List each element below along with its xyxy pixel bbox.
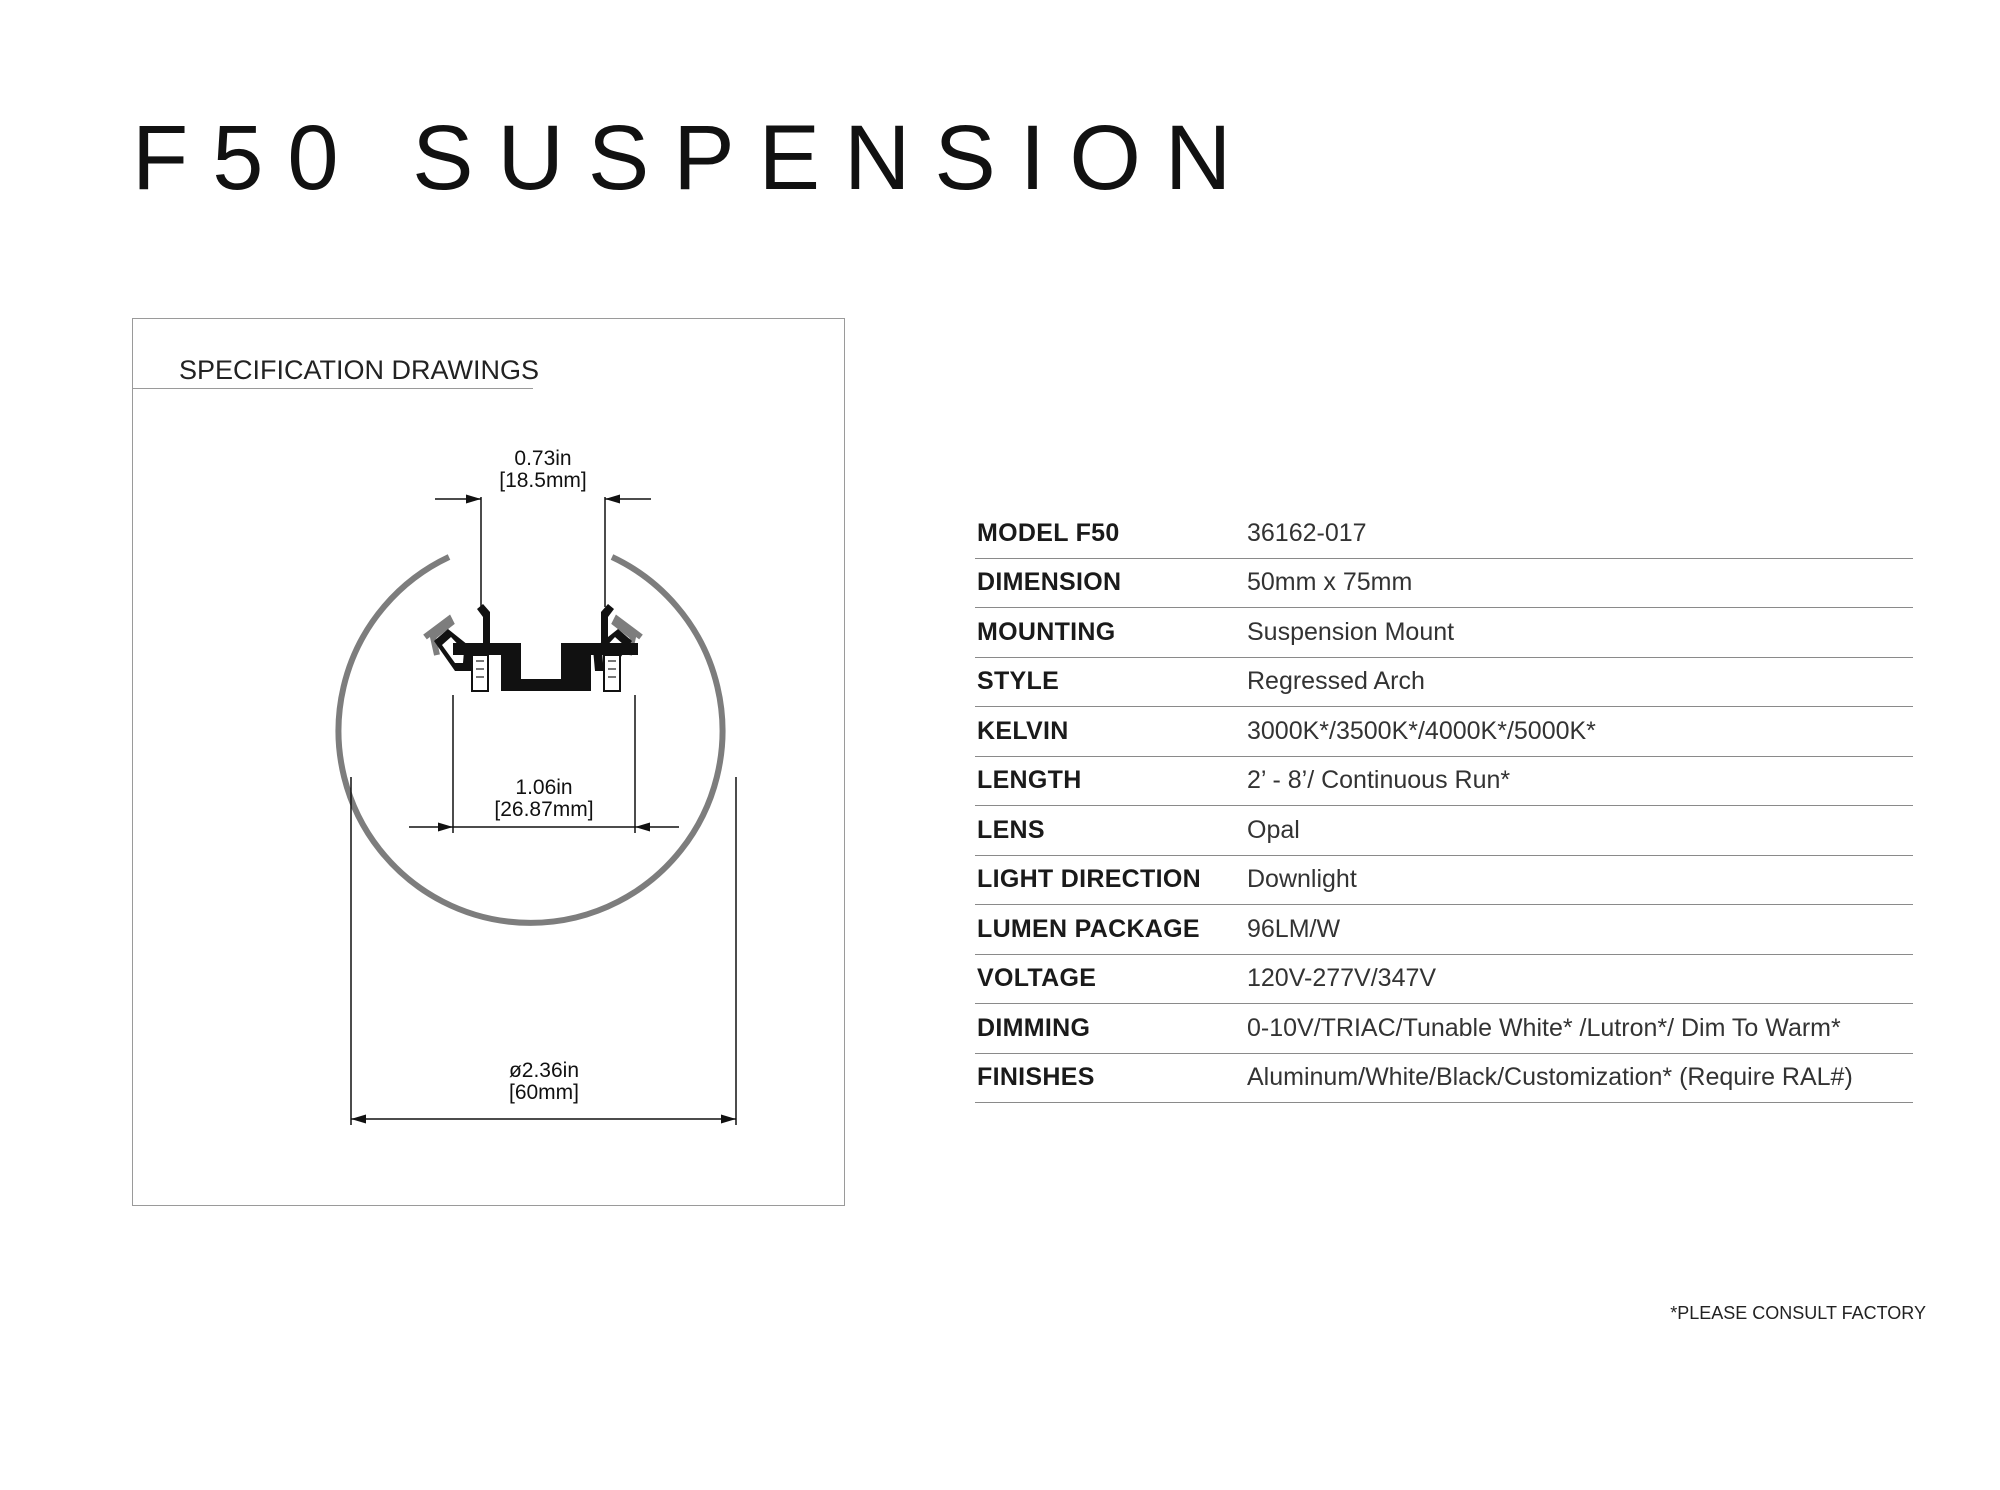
- spec-value: 36162-017: [1247, 518, 1367, 547]
- dim-middle-inches: 1.06in: [515, 776, 573, 799]
- panel-heading: SPECIFICATION DRAWINGS: [179, 355, 540, 385]
- spec-label: DIMMING: [977, 1013, 1091, 1042]
- housing-circle: [339, 557, 723, 923]
- spec-value: Aluminum/White/Black/Customization* (Require RAL#): [1247, 1063, 1853, 1092]
- spec-row: [975, 1004, 1913, 1054]
- spec-row: [975, 955, 1913, 1005]
- spec-row: [975, 757, 1913, 807]
- spec-value: 2’ - 8’/ Continuous Run*: [1247, 766, 1511, 795]
- spec-row: [975, 559, 1913, 609]
- spec-value: 0-10V/TRIAC/Tunable White* /Lutron*/ Dim To Warm*: [1247, 1013, 1841, 1042]
- dim-top-inches: 0.73in: [514, 447, 572, 470]
- spec-label: LUMEN PACKAGE: [977, 914, 1200, 943]
- spec-row: [975, 1054, 1913, 1104]
- spec-value: 96LM/W: [1247, 914, 1341, 943]
- dim-bottom-millimeters: [60mm]: [508, 1081, 580, 1104]
- spec-row: [975, 509, 1913, 559]
- dim-middle-millimeters: [26.87mm]: [494, 798, 594, 821]
- page-title: F50 SUSPENSION: [132, 107, 1256, 209]
- spec-label: FINISHES: [977, 1063, 1095, 1092]
- spec-value: 120V-277V/347V: [1247, 964, 1437, 993]
- specification-drawing-panel: [132, 318, 845, 1206]
- spec-value: Suspension Mount: [1247, 617, 1455, 646]
- spec-label: LENGTH: [977, 766, 1082, 795]
- spec-row: [975, 905, 1913, 955]
- spec-label: KELVIN: [977, 716, 1069, 745]
- spec-row: [975, 856, 1913, 906]
- spec-table: [975, 509, 1913, 1103]
- spec-value: Regressed Arch: [1247, 667, 1425, 696]
- spec-value: Downlight: [1247, 865, 1357, 894]
- spec-label: VOLTAGE: [977, 964, 1097, 993]
- spec-label: MODEL F50: [977, 518, 1120, 547]
- spec-row: [975, 707, 1913, 757]
- spec-label: STYLE: [977, 667, 1060, 696]
- dimension-middle: [409, 695, 679, 833]
- dimension-top: [435, 447, 651, 607]
- dim-top-millimeters: [18.5mm]: [499, 469, 587, 492]
- spec-label: LIGHT DIRECTION: [977, 865, 1201, 894]
- footnote: *PLEASE CONSULT FACTORY: [1670, 1303, 1926, 1323]
- spec-row: [975, 806, 1913, 856]
- profile-drawing: [133, 319, 846, 1207]
- spec-row: [975, 608, 1913, 658]
- spec-value: 3000K*/3500K*/4000K*/5000K*: [1247, 716, 1596, 745]
- dimension-bottom: [351, 777, 736, 1125]
- spec-row: [975, 658, 1913, 708]
- spec-label: MOUNTING: [977, 617, 1116, 646]
- spec-label: DIMENSION: [977, 568, 1122, 597]
- dim-bottom-inches: ø2.36in: [508, 1059, 580, 1082]
- spec-value: 50mm x 75mm: [1247, 568, 1413, 597]
- spec-value: Opal: [1247, 815, 1300, 844]
- spec-label: LENS: [977, 815, 1045, 844]
